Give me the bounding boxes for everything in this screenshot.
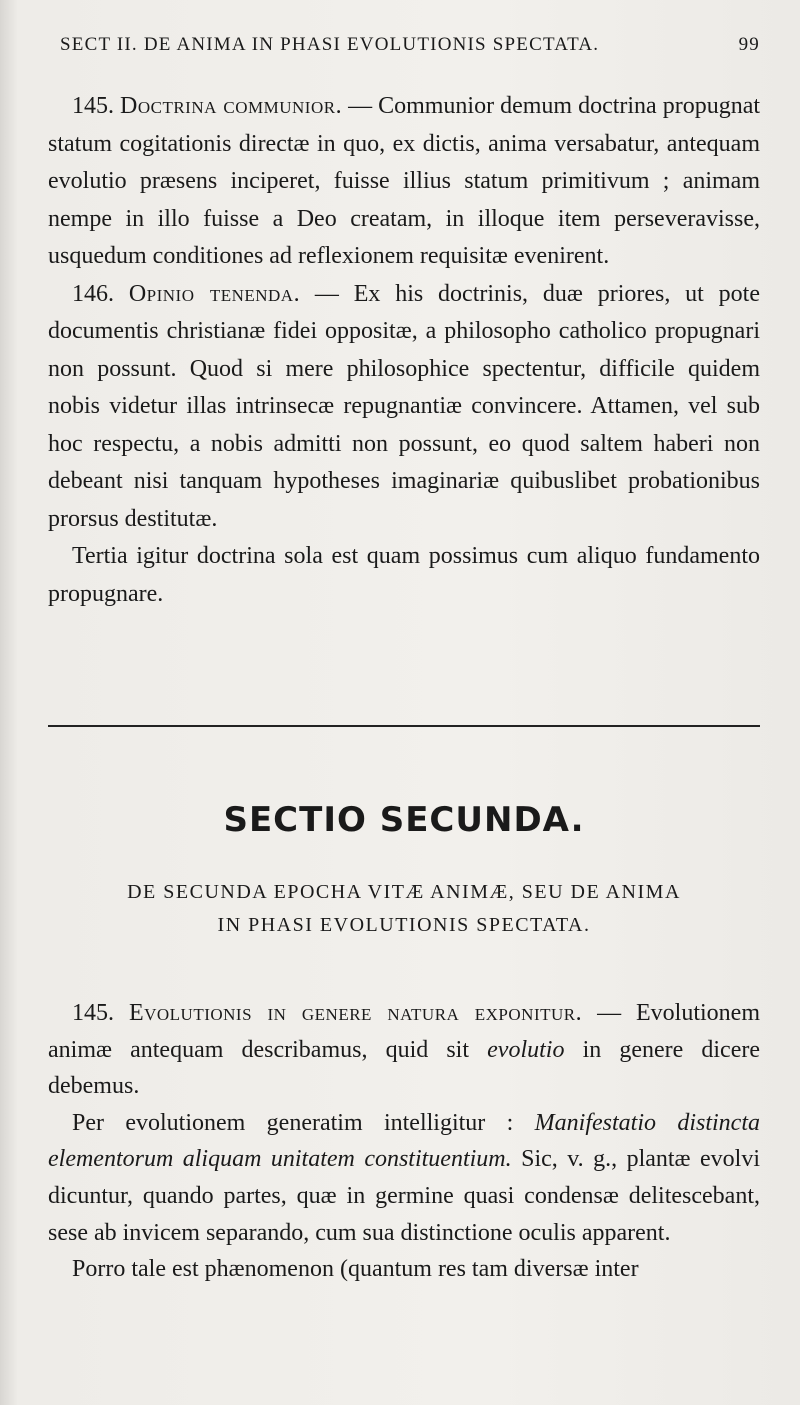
paragraph-number: 145. [72,1000,114,1026]
running-header [60,34,760,56]
page-number: 99 [738,34,760,55]
paragraph-tertia: Tertia igitur doctrina sola est quam possimus cum aliquo fundamento propugnare. [48,543,760,607]
paragraph-body: Per evolutionem generatim intelligitur : [72,1109,514,1136]
paragraph-body-italic: Manifestatio distincta elementorum aliquam unitatem constituentium. [48,1109,760,1173]
paragraph-body: Evolutionem animæ antequam describamus, quid sit [48,1000,760,1063]
section-divider [48,725,760,727]
paragraph-body: Ex his doctrinis, duæ priores, ut pote documentis christianæ fidei oppositæ, a philosopho catholico propugnari non possunt. Quod si mere philosophice spectentur, difficile quidem nobis videtur illas intrinsecæ repugnantiæ convincere. Attamen, vel sub hoc respectu, a nobis admitti non possunt, eo quod saltem haberi non debeant nisi tanquam hypotheses imaginariæ quibuslibet probationibus prorsus destitutæ. [48,280,760,532]
paragraph-body-italic: evolutio [487,1036,565,1063]
dash: — [348,93,373,119]
paragraph-body-end: Sic, v. g., plantæ evolvi dicuntur, quando partes, quæ in germine quasi condensæ delitescebant, sese ab invicem separando, cum sua distinctione oculis apparent. [48,1146,760,1246]
paragraph-145b [48,995,760,1105]
paragraph-number: 145. [72,93,114,119]
paragraph-number: 146. [72,280,114,307]
second-text-block [48,995,760,1288]
section-subtitle-line-2: IN PHASI EVOLUTIONIS SPECTATA. [217,914,591,936]
paragraph-145 [48,88,760,276]
dash: — [597,1000,622,1026]
running-title: SECT II. DE ANIMA IN PHASI EVOLUTIONIS SPECTATA. [60,34,600,55]
section-title: SECTIO SECUNDA. [223,800,585,840]
paragraph-146 [48,276,760,539]
paragraph-per [48,1105,760,1251]
main-text-block [48,88,760,613]
section-subtitle-line-1: DE SECUNDA EPOCHA VITÆ ANIMÆ, SEU DE ANIMA [127,881,681,903]
paragraph-body: Communior demum doctrina propugnat statum cogitationis directæ in quo, ex dictis, anima versabatur, antequam evolutio præsens inciperet, fuisse illius statum primitivum ; animam nempe in illo fuisse a Deo creatam, in illoque item perseveravisse, usquedum conditiones ad reflexionem requisitæ evenirent. [48,93,761,269]
paragraph-title: Opinio tenenda. [128,280,301,307]
paragraph-title: Evolutionis in genere natura exponitur. [128,1000,583,1026]
dash: — [314,280,339,307]
paragraph-title: Doctrina communior. [120,93,343,119]
section-subtitle [48,876,760,942]
paragraph-body-end: in genere dicere debemus. [48,1036,761,1100]
paragraph-porro: Porro tale est phænomenon (quantum res tam diversæ inter [72,1256,639,1283]
